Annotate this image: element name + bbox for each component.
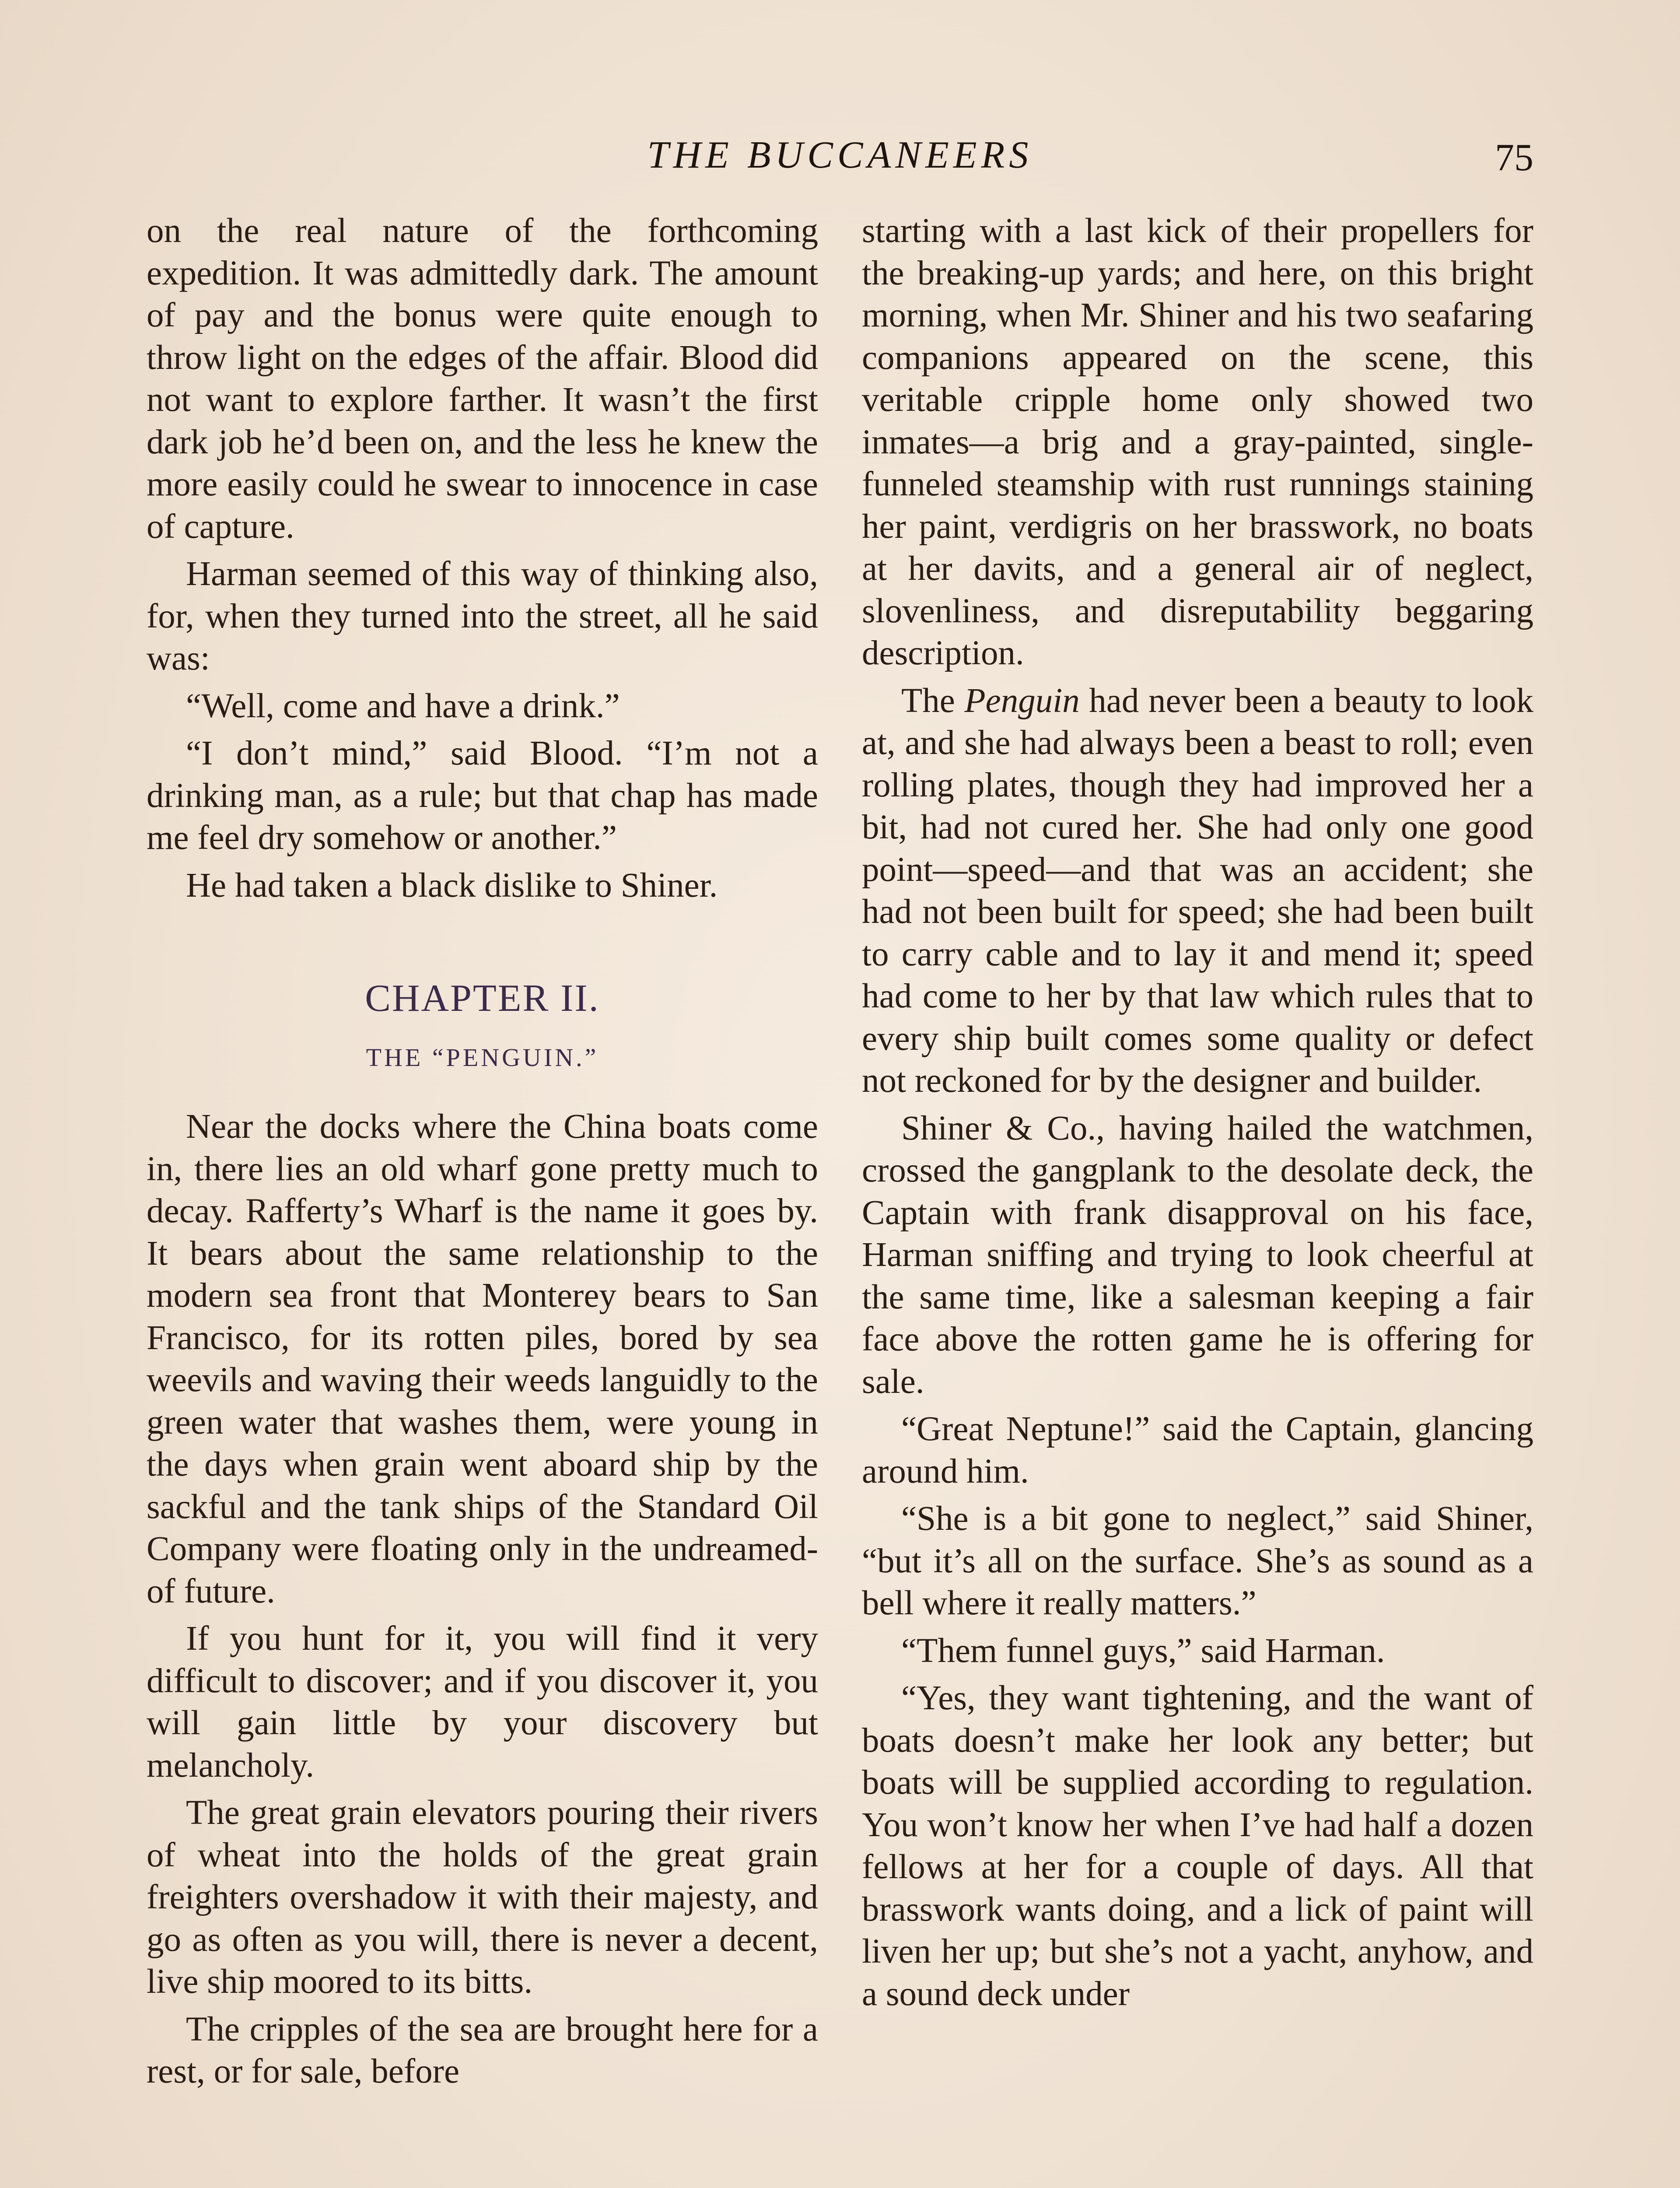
chapter-subtitle: THE “PENGUIN.” xyxy=(366,1043,599,1072)
paragraph: “Yes, they want tightening, and the want of boats doesn’t make her look any better; but boats will be supplied according to regulation. You won’t know her when I’ve had half a dozen fellows at her for a couple of days. All that brasswork wants doing, and a lick of paint will liven her up; but she’s not a yacht, anyhow, and a sound deck under xyxy=(862,1679,1533,2013)
paragraph: starting with a last kick of their propellers for the breaking-up yards; and here, on this bright morning, when Mr. Shiner and his two seafaring companions appeared on the scene, this veritable cripple home only showed two inmates—a brig and a gray-painted, single-funneled steamship with rust runnings staining her paint, verdigris on her brasswork, no boats at her davits, and a general air of neglect, slovenliness, and disreputability beggaring description. xyxy=(862,212,1533,672)
paragraph: Shiner & Co., having hailed the watchmen, crossed the gangplank to the desolate deck, the Captain with frank disapproval on his face, Harman sniffing and trying to look cheerful at the same time, like a salesman keeping a fair face above the rotten game he is offering for sale. xyxy=(862,1109,1533,1401)
paragraph: Harman seemed of this way of thinking also, for, when they turned into the street, all he said was: xyxy=(147,555,818,677)
page-number: 75 xyxy=(1495,137,1533,179)
paragraph-lead: The xyxy=(901,681,965,720)
paragraph: “Them funnel guys,” said Harman. xyxy=(901,1631,1385,1670)
paragraph: “Great Neptune!” said the Captain, glancing around him. xyxy=(862,1410,1533,1490)
ship-name: Penguin xyxy=(964,681,1080,720)
paragraph: The great grain elevators pouring their rivers of wheat into the holds of the great grain freighters overshadow it with their majesty, and go as often as you will, there is never a decent, live ship moored to its bitts. xyxy=(147,1794,818,2001)
paragraph: “She is a bit gone to neglect,” said Shiner, “but it’s all on the surface. She’s as sound as a bell where it really matters.” xyxy=(862,1500,1533,1622)
chapter-title: CHAPTER II. xyxy=(365,977,600,1020)
paragraph: The cripples of the sea are brought here for a rest, or for sale, before xyxy=(147,2010,818,2090)
paragraph: Near the docks where the China boats come in, there lies an old wharf gone pretty much to decay. Rafferty’s Wharf is the name it goes by. It bears about the same relationship to the modern sea front that Monterey bears to San Francisco, for its rotten piles, bored by sea weevils and waving their weeds languidly to the green water that washes them, were young in the days when grain went aboard ship by the sackful and the tank ships of the Standard Oil Company were floating only in the undreamed-of future. xyxy=(147,1108,818,1610)
left-column xyxy=(147,210,818,2098)
paragraph: on the real nature of the forthcoming expedition. It was admittedly dark. The amount of pay and the bonus were quite enough to throw light on the edges of the affair. Blood did not want to explore farther. It wasn’t the first dark job he’d been on, and the less he knew the more easily could he swear to innocence in case of capture. xyxy=(147,212,818,546)
right-column xyxy=(862,210,1533,2020)
paragraph-rest: had never been a beauty to look at, and she had always been a beast to roll; even rolling plates, though they had improved her a bit, had not cured her. She had only one good point—speed—and that was an accident; she had not been built for speed; she had been built to carry cable and to lay it and mend it; speed had come to her by that law which rules that to every ship built comes some quality or defect not reckoned for by the designer and builder. xyxy=(862,681,1533,1100)
paragraph: “I don’t mind,” said Blood. “I’m not a drinking man, as a rule; but that chap has made me feel dry somehow or another.” xyxy=(147,734,818,857)
paragraph: If you hunt for it, you will find it very difficult to discover; and if you discover it, you will gain little by your discovery but melancholy. xyxy=(147,1620,818,1785)
running-title: THE BUCCANEERS xyxy=(647,134,1033,176)
paragraph: He had taken a black dislike to Shiner. xyxy=(186,866,718,905)
paragraph: “Well, come and have a drink.” xyxy=(186,687,620,725)
paragraph xyxy=(862,680,1533,1102)
running-head xyxy=(0,127,1680,184)
